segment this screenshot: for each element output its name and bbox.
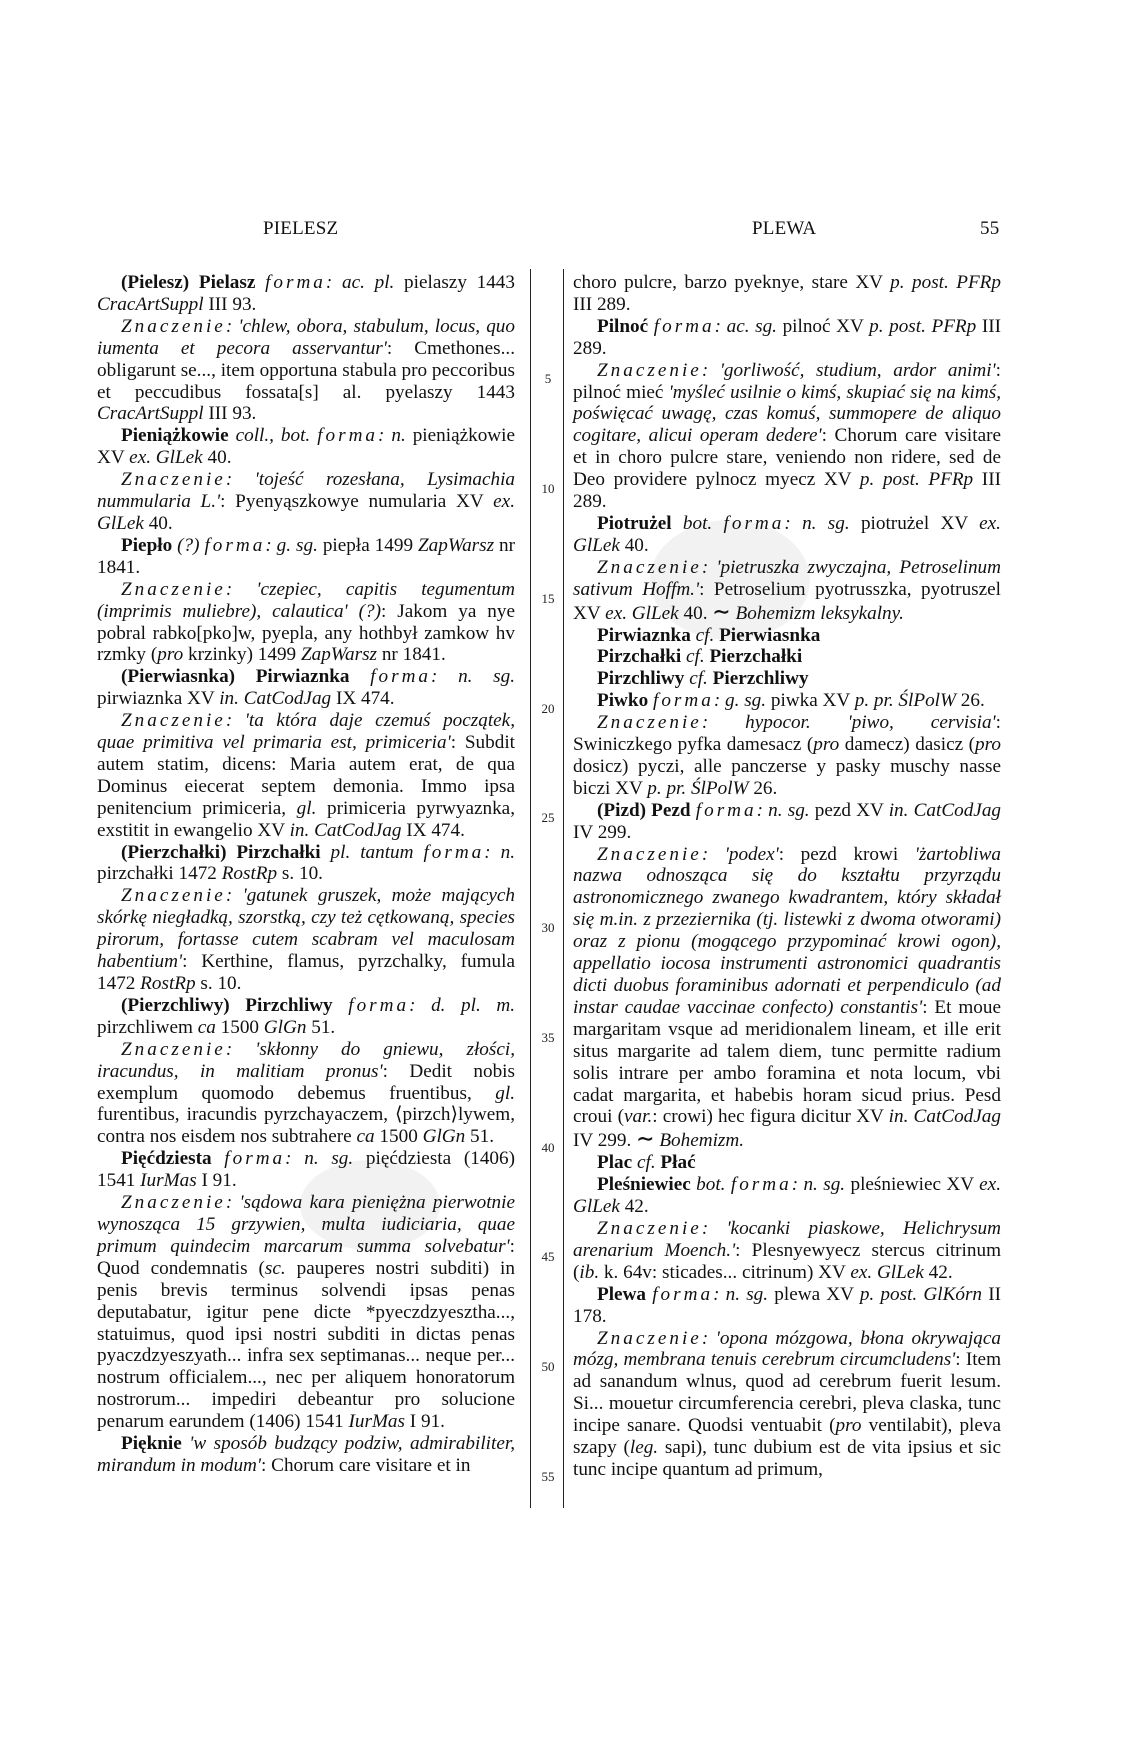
grammar: bot. [671, 512, 724, 534]
continuation-pieknie [573, 272, 1001, 316]
lemma: Pirwiaznka [597, 624, 691, 646]
column-rule-left [530, 269, 531, 1508]
citation: : Chorum care visitare et in [261, 1454, 471, 1476]
label-znaczenie: Znaczenie [597, 843, 702, 865]
text: pielaszy 1443 [394, 272, 515, 293]
abbrev: gl. [296, 797, 317, 819]
source: ZapWarsz [300, 644, 378, 666]
label-forma: forma [317, 425, 379, 447]
label-forma: forma [348, 994, 410, 1016]
source: p. pr. ŚlPolW [854, 690, 956, 712]
definition: : 'pietruszka zwyczajna, Petroselinum sativum Hoffm.' [573, 556, 1001, 600]
label-forma: forma [723, 512, 785, 534]
grammar: : n. sg. [431, 666, 515, 688]
source: p. post. PFRp [890, 272, 1001, 293]
label-znaczenie: Znaczenie [121, 315, 226, 337]
source: ex. GlLek [129, 447, 203, 469]
lemma: Pięćdziesta [121, 1148, 212, 1170]
cf: cf. [690, 624, 720, 646]
text: piepła 1499 [317, 534, 418, 556]
xref-plac [573, 1152, 1001, 1174]
xref-pirzchalki [573, 646, 1001, 668]
label-forma: forma [423, 841, 485, 863]
grammar: : g. sg. [713, 690, 767, 712]
meaning-piecdziesta [97, 1192, 515, 1433]
grammar: : n. [484, 841, 515, 863]
label-znaczenie: Znaczenie [121, 578, 226, 600]
label-forma: forma [653, 315, 715, 337]
line-number: 5 [544, 371, 552, 386]
text: 42. [619, 1196, 649, 1218]
lemma: Pleśniewiec [597, 1174, 691, 1196]
label-forma: forma [652, 690, 714, 712]
meaning-pierwiasnka [97, 710, 515, 841]
source: RostRp [221, 863, 278, 885]
line-number: 20 [541, 701, 555, 716]
lemma: (Pielesz) Pielasz [121, 272, 256, 293]
source: p. post. GlKórn [859, 1283, 983, 1305]
text: pilnoć XV [776, 315, 870, 337]
qualifier: (?) [172, 534, 205, 556]
grammar: : n. sg. [285, 1148, 354, 1170]
cf: cf. [684, 668, 713, 690]
text: pirzchałki 1472 [97, 863, 222, 885]
text: 1500 [374, 1126, 423, 1148]
lemma: Piotrużel [597, 512, 672, 534]
page-number: 55 [980, 218, 1000, 239]
lemma: Piepło [121, 534, 173, 556]
grammar: : d. pl. m. [409, 994, 516, 1016]
entry-pizd [573, 800, 1001, 844]
entry-pieknie [97, 1433, 515, 1477]
label-znaczenie: Znaczenie [597, 556, 702, 578]
text: IV 299. [573, 821, 632, 843]
citation: : Dedit nobis exemplum quomodo debemus fruentibus, [97, 1060, 515, 1104]
abbrev: ib. [579, 1261, 600, 1283]
text: I 91. [196, 1170, 237, 1192]
source: ex. GlLek [605, 602, 679, 624]
label-znaczenie: Znaczenie [597, 359, 702, 381]
text: 51. [465, 1126, 495, 1148]
lemma: (Pierzchliwy) Pirzchliwy [121, 994, 333, 1016]
source: ex. GlLek [97, 491, 515, 534]
label-znaczenie: Znaczenie [597, 1327, 702, 1349]
text: II 178. [573, 1283, 1001, 1327]
entry-piotruzel [573, 513, 1001, 557]
xref-pirwiaznka [573, 625, 1001, 647]
line-number: 10 [541, 481, 555, 496]
text: : pezd krowi [778, 843, 915, 865]
space [212, 1148, 225, 1169]
abbrev: pro [975, 734, 1001, 756]
citation: : Petroselium pyotrusszka, pyotruszel XV [573, 578, 1001, 624]
entry-pielesz [97, 272, 515, 316]
source: CracArtSuppl [97, 403, 204, 425]
source: in. CatCodJag [289, 819, 402, 841]
source: ex. GlLek [573, 1174, 1001, 1218]
text: furentibus, iracundis pyrzchayaczem, ⟨pirzch⟩lywem, contra nos eisdem nos subtrahere [97, 1104, 515, 1148]
grammar: : n. sg. [791, 1174, 846, 1196]
text: ventilabit), pleva szapy ( [573, 1415, 1001, 1459]
source: CracArtSuppl [97, 293, 204, 315]
definition: : 'tojeść rozesłana, Lysimachia nummularia L.' [97, 469, 515, 513]
line-number: 45 [541, 1249, 555, 1264]
cf: cf. [632, 1152, 661, 1174]
text: pieniążkowie XV [97, 425, 516, 469]
citation: : Kerthine, flamus, pyrzchalky, fumula 1472 [97, 951, 515, 994]
label-znaczenie: Znaczenie [121, 469, 226, 491]
source: in. CatCodJag [888, 1106, 1001, 1128]
left-column [97, 272, 515, 1477]
right-column [573, 272, 1001, 1481]
running-head-left: PIELESZ [263, 218, 339, 239]
text: s. 10. [195, 973, 242, 994]
source: ex. GlLek [850, 1261, 924, 1283]
label-forma: forma [695, 799, 757, 821]
meaning-pierzchalki [97, 885, 515, 995]
citation: : Quod condemnatis ( [97, 1235, 515, 1279]
source: p. pr. ŚlPolW [647, 777, 749, 799]
remark: Bohemizm. [654, 1130, 745, 1152]
definition: : 'podex' [701, 843, 779, 865]
grammar: : n. sg. [713, 1283, 769, 1305]
meaning-piotruzel [573, 557, 1001, 625]
definition: : 'czepiec, capitis tegumentum (imprimis muliebre), calautica' (?) [97, 578, 515, 622]
definition: 'żartobliwa nazwa odnosząca się do kształtu przyrządu astronomicznego zwanego kwadrantem, który składał się m.in. z przeziernika (tj. listewki z dwoma otworami) oraz z pionu (mogącego przypominać krowi ogon), appellatio iocosa instrumenti astronomici quadrantis dicti duobus foraminibus adornati et perpendiculo (ad instar caudae vaccinae confecto) constantis' [573, 843, 1001, 1018]
label-znaczenie: Znaczenie [597, 1217, 702, 1239]
text: pezd XV [809, 799, 889, 821]
remark: Bohemizm leksykalny. [730, 602, 904, 624]
lemma: Pirzchliwy [597, 668, 685, 690]
entry-piwko [573, 690, 1001, 712]
abbrev: ca [356, 1126, 375, 1148]
definition: : 'sądowa kara pieniężna pierwotnie wynosząca 15 grzywien, multa iudiciaria, quae primum quindecim marcarum summa solvebatur' [97, 1192, 515, 1257]
meaning-pizd [573, 844, 1001, 1153]
text: IX 474. [401, 819, 465, 841]
lemma: (Pizd) Pezd [597, 799, 691, 821]
text: dosicz) pyczi, alle panczerse y pasky muschy nasse biczi XV [573, 755, 1001, 799]
meaning-piwko [573, 712, 1001, 800]
text: IV 299. [573, 1130, 637, 1152]
grammar: : n. sg. [756, 799, 810, 821]
entry-pierzchalki [97, 842, 515, 886]
meaning-pilnoc [573, 360, 1001, 513]
grammar: : ac. sg. [714, 315, 777, 337]
grammar: coll., bot. [228, 425, 318, 447]
definition: 'myśleć usilnie o kimś, skupiać się na kimś, poświęcać uwagę, czas komuś, summopere de aliquo cogitare, alicui operam dedere' [573, 381, 1001, 447]
source: ex. GlLek [573, 512, 1001, 556]
definition: : 'skłonny do gniewu, złości, iracundus, in malitiam pronus' [97, 1038, 515, 1082]
meaning-pielesz [97, 316, 515, 426]
text: pleśniewiec XV [845, 1174, 980, 1196]
text: 42. [923, 1261, 953, 1283]
line-number: 40 [541, 1140, 555, 1155]
text: III 289. [573, 315, 1002, 359]
space [350, 666, 371, 687]
citation: : Plesnyewyecz stercus citrinum ( [573, 1239, 1001, 1283]
source: in. CatCodJag [888, 799, 1002, 821]
tilde-icon: ∼ [712, 598, 731, 624]
text: damecz) dasicz ( [839, 734, 976, 756]
definition: : 'gatunek gruszek, może mających skórkę niegładką, szorstką, czy też cętkowaną, species pirorum, fortasse cutem scabram vel maculosam habentium' [97, 885, 515, 973]
lemma: Plewa [597, 1283, 647, 1305]
grammar: : g. sg. [265, 534, 318, 556]
citation: : Swiniczkego pyfka damesacz ( [573, 712, 1001, 756]
definition: : hypocor. 'piwo, cervisia' [701, 712, 996, 734]
label-znaczenie: Znaczenie [597, 712, 702, 734]
lemma: (Pierzchałki) Pirzchałki [121, 841, 321, 863]
meaning-plesniewiec [573, 1218, 1001, 1284]
label-znaczenie: Znaczenie [121, 1038, 226, 1060]
entry-pieniazkowie [97, 425, 515, 469]
entry-plesniewiec [573, 1174, 1001, 1218]
label-forma: forma [370, 666, 432, 688]
label-znaczenie: Znaczenie [121, 1192, 226, 1214]
line-number: 30 [541, 920, 555, 935]
text: III 93. [203, 403, 257, 425]
entry-plewa [573, 1284, 1001, 1328]
source: ZapWarsz [418, 534, 495, 556]
citation: : Subdit autem statim, dicens: Maria autem erat, de qua Dominus eiecerat septem demonia. Immo ipsa penitencium primiceria, [97, 732, 515, 819]
text: III 289. [573, 469, 1001, 513]
text: 26. [748, 777, 778, 799]
abbrev: pro [813, 734, 840, 756]
lemma: Pięknie [121, 1433, 182, 1455]
text: III 289. [573, 293, 631, 315]
lemma: Pieniążkowie [121, 425, 229, 447]
abbrev: leg. [629, 1437, 659, 1459]
text: pięćdziesta (1406) 1541 [97, 1148, 516, 1192]
label-znaczenie: Znaczenie [121, 710, 226, 732]
xref-pirzchliwy [573, 668, 1001, 690]
label-forma: forma [265, 272, 326, 293]
source: IurMas [348, 1411, 405, 1433]
text: 26. [956, 690, 985, 712]
text: : pilnoć mieć [573, 359, 1001, 403]
lemma: Pirzchałki [597, 646, 682, 668]
running-head-right: PLEWA [752, 218, 817, 239]
meaning-plewa [573, 1328, 1001, 1481]
text: 40. [619, 534, 649, 556]
text: IX 474. [331, 688, 395, 710]
entry-pierwiasnka [97, 666, 515, 710]
abbrev: pro [835, 1415, 862, 1437]
line-number: 15 [541, 591, 555, 606]
text: I 91. [405, 1411, 445, 1433]
text: 40. [202, 447, 232, 469]
text: 40. [678, 602, 713, 624]
meaning-pieniazkowie [97, 469, 515, 535]
definition: : 'ta która daje czemuś początek, quae primitiva vel primaria est, primiceria' [97, 710, 515, 754]
label-forma: forma [224, 1148, 286, 1170]
text: pauperes nostri subditi) in penis brevis terminus solvendi ipsas penas deputabatur, igitur pene dicte *pyeczdzyesztha..., statuimus, quod ipsi nostri subditi in dictas penas pyaczdzyeszyath... infra sex septimanas... neque per... nostrum officialem..., nec per aliquem honoratorum nostrorum... impediri debeantur pro solucione penarum earundem (1406) 1541 [97, 1257, 515, 1433]
source: p. post. PFRp [869, 315, 977, 337]
grammar: : ac. pl. [325, 272, 395, 293]
text: pirzchliwem [97, 1016, 198, 1038]
space [333, 995, 349, 1016]
abbrev: pro [157, 644, 184, 666]
abbrev: sc. [264, 1257, 286, 1279]
xref-target: Pierzchałki [709, 646, 803, 668]
citation: : Item ad sanandum wlnus, quod ad cerebrum fuerit lesum. Si... mouetur circumferencia cerebri, pleva claska, tunc incipe sanare. Quodsi ventuabit ( [573, 1349, 1001, 1437]
text: sapi), tunc dubium est de vita ipsius et sic tunc incipe quantum ad primum, [573, 1437, 1001, 1480]
entry-pierzchliwy [97, 995, 515, 1039]
text: 1500 [215, 1016, 264, 1038]
text: piwka XV [766, 690, 855, 712]
source: RostRp [140, 973, 196, 994]
source: p. post. PFRp [859, 469, 974, 491]
grammar: bot. [690, 1174, 731, 1196]
definition: : 'opona mózgowa, błona okrywająca mózg, membrana tenuis cerebrum circumcludens' [573, 1327, 1001, 1371]
grammar: : n. sg. [784, 512, 850, 534]
text: piotrużel XV [849, 512, 980, 534]
lemma: (Pierwiasnka) Pirwiaznka [121, 666, 350, 688]
entry-pilnoc [573, 316, 1001, 360]
line-number: 25 [541, 810, 555, 825]
line-number: 50 [541, 1359, 555, 1374]
xref-target: Pierzchliwy [712, 668, 809, 690]
text: s. 10. [277, 863, 323, 885]
lemma: Plac [597, 1152, 633, 1174]
xref-target: Pierwiasnka [719, 624, 821, 646]
text: 40. [143, 512, 173, 534]
column-rule-right [563, 269, 564, 1508]
definition: 'w sposób budzący podziw, admirabiliter, mirandum in modum' [97, 1433, 515, 1476]
source: IurMas [140, 1170, 197, 1192]
entry-piecdziesta [97, 1148, 515, 1192]
label-forma: forma [730, 1174, 792, 1196]
entry-pieplo [97, 535, 515, 579]
citation: : Jakom ya nye pobral rabko[pko]w, pyepla, any hothbył zamkow hv rzmky ( [97, 600, 515, 666]
text: pirwiaznka XV [97, 688, 220, 710]
lemma: Piwko [597, 690, 649, 712]
text: plewa XV [768, 1283, 860, 1305]
meaning-pierzchliwy [97, 1039, 515, 1149]
definition: : 'chlew, obora, stabulum, locus, quo iumenta et pecora asservantur' [97, 315, 515, 359]
definition: : 'kocanki piaskowe, Helichrysum arenarium Moench.' [573, 1217, 1001, 1261]
text: primiceria pyrwyaznka, exstitit in ewangelio XV [97, 797, 515, 841]
abbrev: ca [197, 1016, 216, 1038]
source: GlGn [263, 1016, 307, 1038]
line-number: 55 [541, 1469, 555, 1484]
text: nr 1841. [97, 534, 516, 578]
text: III 93. [203, 293, 257, 315]
meaning-pieplo [97, 579, 515, 667]
text: 51. [306, 1016, 336, 1038]
source: in. CatCodJag [219, 688, 332, 710]
text: krzinky) 1499 [183, 644, 301, 666]
abbrev: var. [624, 1106, 653, 1128]
definition: : 'gorliwość, studium, ardor animi' [701, 359, 996, 381]
label-forma: forma [204, 534, 266, 556]
lemma: Pilnoć [597, 315, 649, 337]
grammar: pl. tantum [320, 841, 424, 863]
grammar: : n. [378, 425, 406, 447]
abbrev: gl. [495, 1082, 515, 1104]
citation: choro pulcre, barzo pyeknye, stare XV [573, 272, 891, 293]
citation: : Cmethones... obligarunt se..., item opportuna stabula pro peccoribus et peccudibus fossata[s] al. pyelaszy 1443 [97, 337, 516, 403]
label-forma: forma [652, 1283, 714, 1305]
text: : crowi) hec figura dicitur XV [652, 1106, 889, 1128]
text: k. 64v: sticades... citrinum) XV [599, 1261, 851, 1283]
citation: : Chorum care visitare et in choro pulcre stare, veniendo non ridere, sed de Deo providere pylnocz myecz XV [573, 425, 1001, 491]
line-number: 35 [541, 1030, 555, 1045]
citation: : Pyenyąszkowye numularia XV [220, 491, 494, 513]
cf: cf. [681, 646, 710, 668]
citation: : Et moue margaritam vsque ad meridionalem lineam, et ille erit situs margarite ad talem diem, tunc permitte radium solis intrare per ambo foramina et nota locum, vbi cadat margarita, et habebis horam sicud prius. Pesd croui ( [573, 996, 1002, 1128]
text: nr 1841. [377, 644, 446, 666]
source: GlGn [422, 1126, 466, 1148]
xref-target: Płać [660, 1152, 696, 1174]
label-znaczenie: Znaczenie [121, 885, 226, 907]
tilde-icon: ∼ [636, 1126, 655, 1152]
